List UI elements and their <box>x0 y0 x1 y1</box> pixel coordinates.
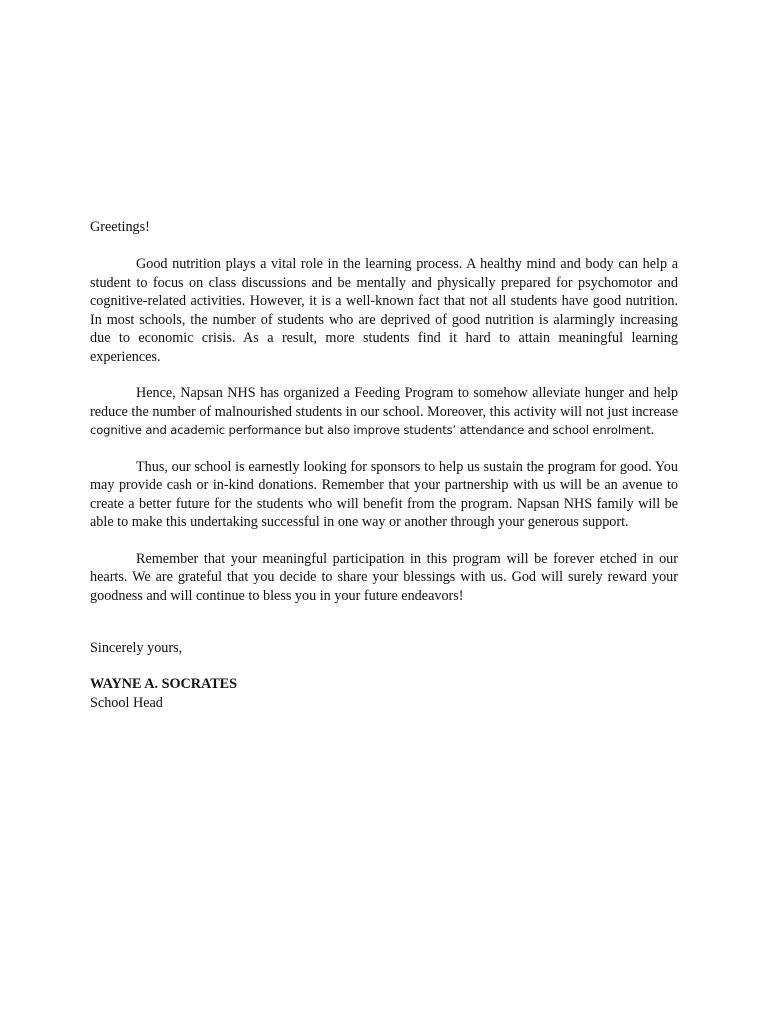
paragraph-feeding-program <box>90 384 678 440</box>
letter-body <box>90 218 678 713</box>
paragraph-gratitude: Remember that your meaningful participation in this program will be forever etched in our hearts. We are grateful that you decide to share your blessings with us. God will surely reward your goodness and will continue to bless you in your future endeavors! <box>90 550 678 604</box>
paragraph-nutrition: Good nutrition plays a vital role in the learning process. A healthy mind and body can help a student to focus on class discussions and be mentally and physically prepared for psychomotor and cognitive-related activities. However, it is a well-known fact that not all students have good nutrition. In most schools, the number of students who are deprived of good nutrition is alarmingly increasing due to economic crisis. As a result, more students find it hard to attain meaningful learning experiences. <box>90 256 678 365</box>
paragraph-sponsors: Thus, our school is earnestly looking for sponsors to help us sustain the program for good. You may provide cash or in-kind donations. Remember that your partnership with us will be an avenue to create a better future for the students who will benefit from the program. Napsan NHS family will be able to make this undertaking successful in one way or another through your generous support. <box>90 458 678 530</box>
paragraph-feeding-program-highlight: cognitive and academic performance but also improve students’ attendance and school enrolment <box>90 423 651 437</box>
signer-title: School Head <box>90 695 163 711</box>
paragraph-feeding-program-text: Hence, Napsan NHS has organized a Feeding Program to somehow alleviate hunger and help reduce the number of malnourished students in our school. Moreover, this activity will not just increase <box>90 385 678 420</box>
closing: Sincerely yours, <box>90 640 183 656</box>
greeting: Greetings! <box>90 219 150 235</box>
paragraph-feeding-program-end: . <box>650 422 655 438</box>
signer-name: WAYNE A. SOCRATES <box>90 676 238 692</box>
